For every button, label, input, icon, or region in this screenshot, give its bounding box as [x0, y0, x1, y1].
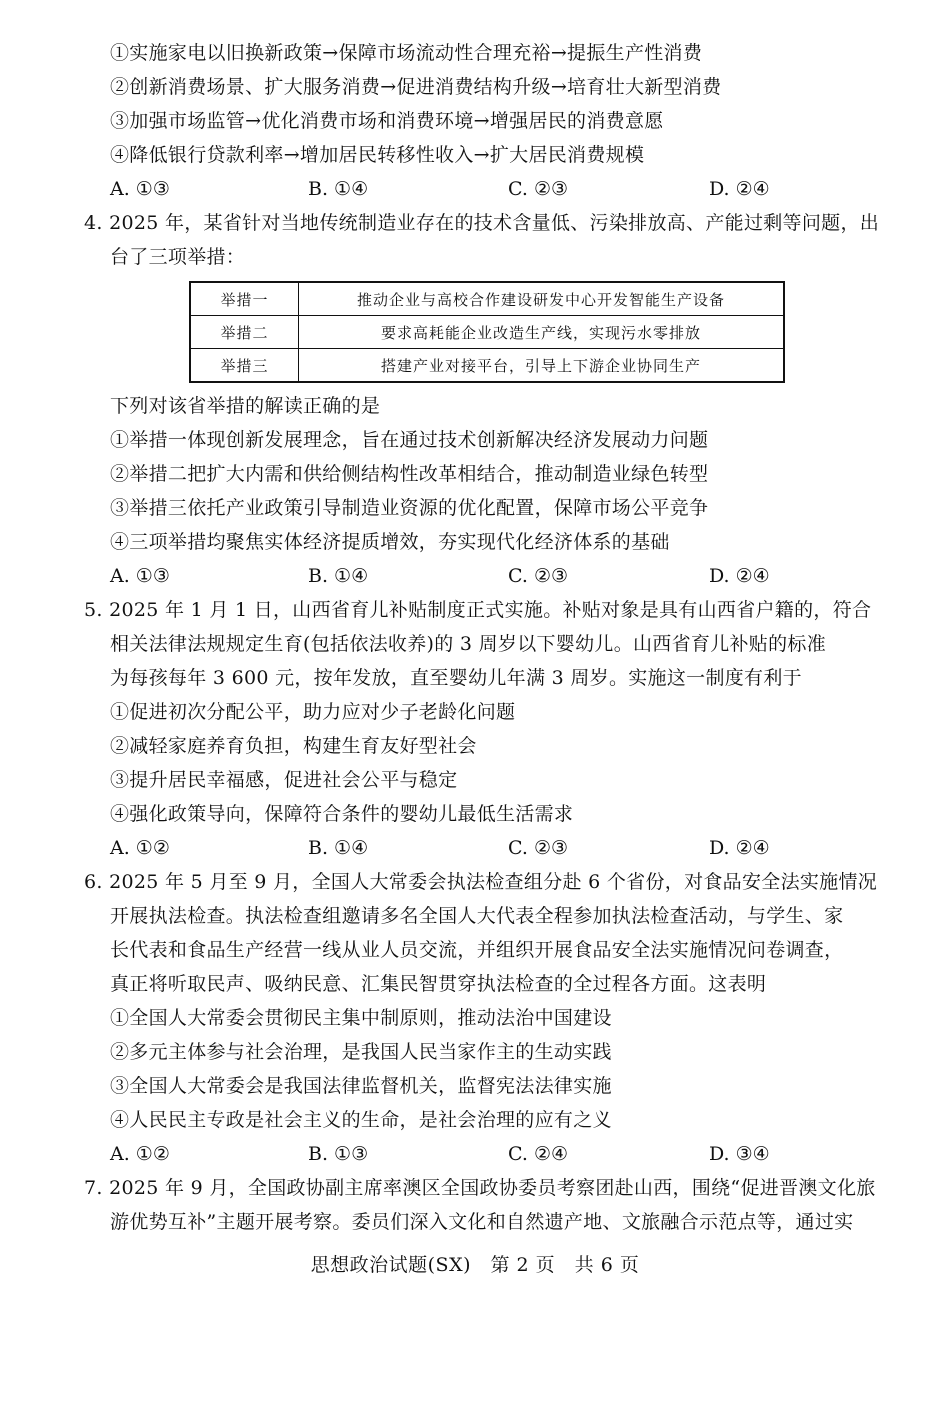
q3-option-4: ④降低银行贷款利率→增加居民转移性收入→扩大居民消费规模 — [110, 144, 645, 166]
q7-stem-line-1: 7. 2025 年 9 月，全国政协副主席率澳区全国政协委员考察团赴山西，围绕“促进晋澳文化旅 — [84, 1177, 876, 1199]
q3-option-2: ②创新消费场景、扩大服务消费→促进消费结构升级→培育壮大新型消费 — [110, 76, 722, 98]
q6-stem-line-4: 真正将听取民声、吸纳民意、汇集民智贯穿执法检查的全过程各方面。这表明 — [110, 973, 767, 995]
q4-question: 下列对该省举措的解读正确的是 — [110, 395, 381, 417]
q6-stem-line-3: 长代表和食品生产经营一线从业人员交流，并组织开展食品安全法实施情况问卷调查， — [110, 939, 844, 961]
q6-choice-c: C. ②④ — [508, 1143, 569, 1165]
table-row — [190, 349, 784, 383]
q5-option-1: ①促进初次分配公平，助力应对少子老龄化问题 — [110, 701, 516, 723]
q4-option-1: ①举措一体现创新发展理念，旨在通过技术创新解决经济发展动力问题 — [110, 429, 709, 451]
page-footer: 思想政治试题(SX) 第 2 页 共 6 页 — [310, 1254, 640, 1276]
q4-option-2: ②举措二把扩大内需和供给侧结构性改革相结合，推动制造业绿色转型 — [110, 463, 709, 485]
q6-option-2: ②多元主体参与社会治理，是我国人民当家作主的生动实践 — [110, 1041, 612, 1063]
q5-option-3: ③提升居民幸福感，促进社会公平与稳定 — [110, 769, 458, 791]
q4-choice-c: C. ②③ — [508, 565, 569, 587]
q4-stem-line-2: 台了三项举措： — [110, 246, 246, 268]
q5-choice-b: B. ①④ — [308, 837, 369, 859]
measure-content: 推动企业与高校合作建设研发中心开发智能生产设备 — [299, 282, 785, 316]
table-row — [190, 316, 784, 349]
q3-option-1: ①实施家电以旧换新政策→保障市场流动性合理充裕→提振生产性消费 — [110, 42, 703, 64]
q4-stem-line-1: 4. 2025 年，某省针对当地传统制造业存在的技术含量低、污染排放高、产能过剩等问题，出 — [84, 212, 880, 234]
table-row — [190, 282, 784, 316]
q6-stem-line-2: 开展执法检查。执法检查组邀请多名全国人大代表全程参加执法检查活动，与学生、家 — [110, 905, 844, 927]
q5-option-4: ④强化政策导向，保障符合条件的婴幼儿最低生活需求 — [110, 803, 574, 825]
q3-choice-c: C. ②③ — [508, 178, 569, 200]
q6-choice-a: A. ①② — [110, 1143, 170, 1165]
q5-stem-line-2: 相关法律法规规定生育(包括依法收养)的 3 周岁以下婴幼儿。山西省育儿补贴的标准 — [110, 633, 826, 655]
measure-name: 举措三 — [190, 349, 299, 383]
q4-choice-d: D. ②④ — [709, 565, 770, 587]
q3-choice-d: D. ②④ — [709, 178, 770, 200]
q6-option-1: ①全国人大常委会贯彻民主集中制原则，推动法治中国建设 — [110, 1007, 612, 1029]
measure-content: 搭建产业对接平台，引导上下游企业协同生产 — [299, 349, 785, 383]
q6-option-3: ③全国人大常委会是我国法律监督机关，监督宪法法律实施 — [110, 1075, 612, 1097]
q7-stem-line-2: 游优势互补”主题开展考察。委员们深入文化和自然遗产地、文旅融合示范点等，通过实 — [110, 1211, 854, 1233]
q5-choice-a: A. ①② — [110, 837, 170, 859]
q5-stem-line-1: 5. 2025 年 1 月 1 日，山西省育儿补贴制度正式实施。补贴对象是具有山西省户籍的，符合 — [84, 599, 872, 621]
q3-option-3: ③加强市场监管→优化消费市场和消费环境→增强居民的消费意愿 — [110, 110, 664, 132]
q3-choice-a: A. ①③ — [110, 178, 170, 200]
q4-option-4: ④三项举措均聚焦实体经济提质增效，夯实现代化经济体系的基础 — [110, 531, 670, 553]
q4-option-3: ③举措三依托产业政策引导制造业资源的优化配置，保障市场公平竞争 — [110, 497, 709, 519]
measure-name: 举措二 — [190, 316, 299, 349]
q3-choice-b: B. ①④ — [308, 178, 369, 200]
q6-choice-b: B. ①③ — [308, 1143, 369, 1165]
q6-option-4: ④人民民主专政是社会主义的生命，是社会治理的应有之义 — [110, 1109, 612, 1131]
q4-choice-a: A. ①③ — [110, 565, 170, 587]
q5-stem-line-3: 为每孩每年 3 600 元，按年发放，直至婴幼儿年满 3 周岁。实施这一制度有利于 — [110, 667, 802, 689]
q5-option-2: ②减轻家庭养育负担，构建生育友好型社会 — [110, 735, 477, 757]
q5-choice-c: C. ②③ — [508, 837, 569, 859]
q6-choice-d: D. ③④ — [709, 1143, 770, 1165]
q5-choice-d: D. ②④ — [709, 837, 770, 859]
q6-stem-line-1: 6. 2025 年 5 月至 9 月，全国人大常委会执法检查组分赴 6 个省份，对食品安全法实施情况 — [84, 871, 878, 893]
q4-choice-b: B. ①④ — [308, 565, 369, 587]
measure-content: 要求高耗能企业改造生产线，实现污水零排放 — [299, 316, 785, 349]
measure-name: 举措一 — [190, 282, 299, 316]
measures-table — [189, 281, 785, 383]
